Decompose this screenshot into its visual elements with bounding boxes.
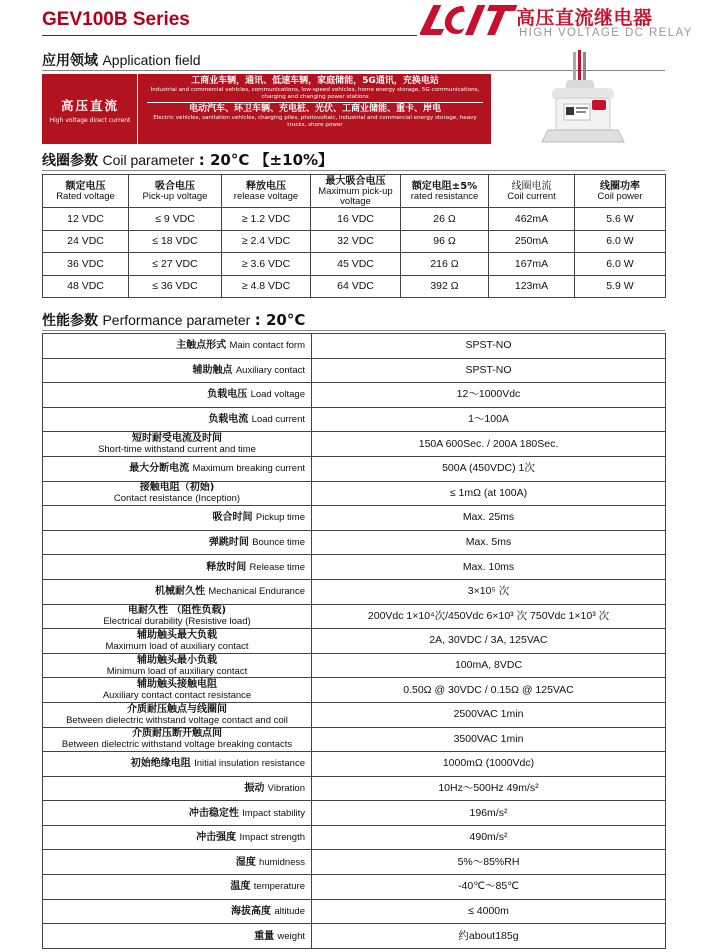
table-cell: 12 VDC: [43, 208, 129, 231]
parameter-label-cn: 重量: [254, 930, 275, 942]
table-cell: 24 VDC: [43, 230, 129, 253]
column-header-en: Rated voltage: [56, 190, 115, 202]
parameter-value: 200Vdc 1×10⁴次/450Vdc 6×10³ 次 750Vdc 1×10³ 次: [312, 604, 666, 629]
table-row: [43, 727, 666, 752]
parameter-label-cn: 初始绝缘电阻: [130, 758, 191, 770]
parameter-label-cn: 电耐久性 （阻性负载): [127, 605, 227, 617]
column-header-cn: 最大吸合电压: [325, 175, 386, 187]
parameter-value: 490m/s²: [312, 825, 666, 850]
table-row: [43, 358, 666, 383]
parameter-label: [43, 456, 312, 481]
parameter-label: [43, 801, 312, 826]
coil-heading: [42, 149, 333, 170]
parameter-value: 0.50Ω @ 30VDC / 0.15Ω @ 125VAC: [312, 678, 666, 703]
parameter-label: [43, 629, 312, 654]
parameter-label: [43, 702, 312, 727]
parameter-label: [43, 555, 312, 580]
table-row: [43, 653, 666, 678]
table-cell: 48 VDC: [43, 275, 129, 298]
table-row: [43, 899, 666, 924]
table-cell: 26 Ω: [401, 208, 489, 231]
parameter-label-cn: 释放时间: [206, 561, 247, 573]
performance-parameter-table: [42, 333, 666, 949]
parameter-value: Max. 5ms: [312, 530, 666, 555]
parameter-value: 2A, 30VDC / 3A, 125VAC: [312, 629, 666, 654]
parameter-label-cn: 辅助触头最大负载: [137, 629, 217, 641]
parameter-label-cn: 短时耐受电流及时间: [132, 433, 222, 445]
parameter-label-cn: 负载电流: [208, 414, 249, 426]
table-cell: 5.6 W: [575, 208, 666, 231]
parameter-value: Max. 10ms: [312, 555, 666, 580]
parameter-label-cn: 海拔高度: [231, 905, 272, 917]
coil-parameter-table: [42, 174, 666, 298]
performance-condition: : 20°C: [254, 311, 306, 329]
parameter-value: Max. 25ms: [312, 506, 666, 531]
parameter-label-cn: 温度: [230, 881, 251, 893]
table-header-row: [43, 175, 666, 208]
application-line1-en: Industrial and commercial vehicles, communications, low-speed vehicles, home energy storage, 5G communications, charging and changing power stations: [150, 87, 480, 100]
parameter-value: 100mA, 8VDC: [312, 653, 666, 678]
parameter-value: ≤ 4000m: [312, 899, 666, 924]
column-header: [222, 175, 311, 208]
table-row: [43, 924, 666, 949]
column-header-cn: 线圈电流: [511, 180, 552, 192]
parameter-label-cn: 吸合时间: [212, 512, 253, 524]
table-cell: 45 VDC: [311, 253, 401, 276]
table-row: [43, 875, 666, 900]
table-cell: 462mA: [489, 208, 575, 231]
column-header-en: Maximum pick-up voltage: [318, 185, 393, 207]
series-title: GEV100B Series: [42, 9, 190, 30]
table-cell: 5.9 W: [575, 275, 666, 298]
parameter-label-en: Contact resistance (Inception): [113, 493, 241, 505]
parameter-label-cn: 机械耐久性: [155, 586, 205, 598]
coil-heading-cn: 线圈参数: [42, 153, 98, 169]
table-cell: ≥ 2.4 VDC: [222, 230, 311, 253]
parameter-label-en: humidness: [259, 856, 305, 868]
parameter-label-cn: 振动: [244, 782, 265, 794]
column-header-cn: 线圈功率: [600, 180, 640, 192]
parameter-value: 500A (450VDC) 1次: [312, 456, 666, 481]
table-cell: 123mA: [489, 275, 575, 298]
table-row: [43, 432, 666, 457]
parameter-label-cn: 湿度: [235, 856, 256, 868]
parameter-label: [43, 481, 312, 506]
parameter-label-en: altitude: [274, 905, 305, 917]
parameter-label: [43, 506, 312, 531]
table-cell: 6.0 W: [575, 253, 666, 276]
table-cell: 16 VDC: [311, 208, 401, 231]
table-cell: 216 Ω: [401, 253, 489, 276]
parameter-label: [43, 825, 312, 850]
application-line1-cn: 工商业车辆，通讯、低速车辆，家庭储能，5G通讯，充换电站: [191, 76, 439, 86]
table-cell: ≤ 27 VDC: [129, 253, 222, 276]
table-cell: 250mA: [489, 230, 575, 253]
column-header: [575, 175, 666, 208]
parameter-label-en: Bounce time: [252, 537, 305, 549]
parameter-label: [43, 875, 312, 900]
column-header: [311, 175, 401, 208]
parameter-value: SPST-NO: [312, 358, 666, 383]
parameter-label-cn: 主触点形式: [176, 340, 227, 352]
table-cell: 64 VDC: [311, 275, 401, 298]
parameter-value: 12～1000Vdc: [312, 383, 666, 408]
column-header-en: Coil current: [507, 190, 556, 202]
parameter-value: 3500VAC 1min: [312, 727, 666, 752]
section-rule: [42, 330, 665, 331]
application-heading-cn: 应用领域: [42, 53, 98, 69]
application-divider: [147, 102, 483, 103]
table-row: [43, 456, 666, 481]
table-cell: 32 VDC: [311, 230, 401, 253]
parameter-value: 2500VAC 1min: [312, 702, 666, 727]
application-heading: [42, 50, 201, 70]
table-row: [43, 850, 666, 875]
header-rule: [42, 35, 417, 36]
application-line2-en: Electric vehicles, sanitation vehicles, charging piles, photovoltaic, industrial and commercial energy storage, heavy trucks, shore power: [153, 115, 477, 128]
column-header-cn: 额定电阻±5%: [411, 180, 478, 192]
table-cell: ≤ 18 VDC: [129, 230, 222, 253]
parameter-label: [43, 383, 312, 408]
table-row: [43, 752, 666, 777]
parameter-label-en: Impact strength: [239, 832, 305, 844]
application-list: [139, 74, 491, 144]
parameter-value: ≤ 1mΩ (at 100A): [312, 481, 666, 506]
parameter-label: [43, 924, 312, 949]
parameter-label-en: weight: [277, 930, 305, 942]
table-cell: ≥ 3.6 VDC: [222, 253, 311, 276]
section-rule: [42, 170, 665, 171]
parameter-label-cn: 负载电压: [207, 389, 248, 401]
parameter-label: [43, 727, 312, 752]
parameter-label: [43, 530, 312, 555]
parameter-label-cn: 接触电阻（初始): [139, 482, 215, 494]
column-header: [129, 175, 222, 208]
table-row: [43, 555, 666, 580]
parameter-value: 约about185g: [312, 924, 666, 949]
parameter-label: [43, 604, 312, 629]
column-header-cn: 吸合电压: [155, 180, 195, 192]
application-heading-en: Application field: [102, 52, 201, 68]
table-row: [43, 334, 666, 359]
column-header-en: rated resistance: [410, 190, 479, 202]
table-cell: 36 VDC: [43, 253, 129, 276]
parameter-label-en: Pickup time: [255, 512, 305, 524]
application-box: [42, 74, 491, 144]
table-row: [43, 702, 666, 727]
table-row: [43, 208, 666, 231]
table-row: [43, 407, 666, 432]
performance-heading-cn: 性能参数: [42, 313, 98, 329]
column-header-en: Coil power: [597, 190, 643, 202]
table-row: [43, 579, 666, 604]
table-row: [43, 776, 666, 801]
parameter-label-en: Main contact form: [229, 340, 305, 352]
parameter-label: [43, 358, 312, 383]
parameter-label-en: Initial insulation resistance: [194, 758, 305, 770]
table-cell: ≥ 1.2 VDC: [222, 208, 311, 231]
table-cell: ≤ 36 VDC: [129, 275, 222, 298]
parameter-label: [43, 334, 312, 359]
parameter-label-en: Maximum breaking current: [192, 463, 305, 475]
column-header-en: release voltage: [233, 190, 299, 202]
application-line2-cn: 电动汽车、环卫车辆、充电桩、光伏、工商业储能、重卡、岸电: [188, 104, 441, 114]
table-row: [43, 253, 666, 276]
parameter-label-en: Short-time withstand current and time: [98, 444, 256, 456]
brand-name-cn: 高压直流继电器: [516, 7, 653, 29]
parameter-label-en: Release time: [249, 561, 305, 573]
parameter-label: [43, 899, 312, 924]
parameter-label-cn: 介质耐压触点与线圈间: [127, 703, 227, 715]
parameter-label-en: Vibration: [267, 782, 305, 794]
table-row: [43, 801, 666, 826]
column-header: [43, 175, 129, 208]
parameter-label: [43, 776, 312, 801]
page-header: [0, 0, 709, 40]
parameter-label-cn: 弹跳时间: [208, 537, 249, 549]
table-row: [43, 825, 666, 850]
parameter-value: 3×10⁵ 次: [312, 579, 666, 604]
parameter-label-en: Load voltage: [250, 389, 305, 401]
parameter-value: 1000mΩ (1000Vdc): [312, 752, 666, 777]
relay-product-image: [530, 50, 640, 150]
parameter-label: [43, 752, 312, 777]
table-row: [43, 275, 666, 298]
parameter-label-cn: 介质耐压断开触点间: [132, 728, 222, 740]
parameter-label-en: Load current: [251, 414, 305, 426]
table-row: [43, 230, 666, 253]
column-header: [401, 175, 489, 208]
parameter-value: 10Hz～500Hz 49m/s²: [312, 776, 666, 801]
column-header-cn: 释放电压: [246, 180, 286, 192]
parameter-label-cn: 最大分断电流: [129, 463, 190, 475]
table-row: [43, 506, 666, 531]
parameter-label-cn: 冲击稳定性: [188, 807, 239, 819]
parameter-label-en: Between dielectric withstand voltage contact and coil: [66, 714, 288, 726]
table-row: [43, 678, 666, 703]
table-cell: ≤ 9 VDC: [129, 208, 222, 231]
parameter-value: 196m/s²: [312, 801, 666, 826]
application-category-en: High voltage direct current: [49, 117, 131, 124]
parameter-value: -40℃～85℃: [312, 875, 666, 900]
parameter-label-en: Between dielectric withstand voltage breaking contacts: [61, 739, 293, 751]
table-row: [43, 383, 666, 408]
table-cell: 96 Ω: [401, 230, 489, 253]
parameter-label-en: temperature: [253, 881, 305, 893]
parameter-label-en: Impact stability: [242, 807, 305, 819]
table-cell: 6.0 W: [575, 230, 666, 253]
parameter-label-cn: 辅助触头最小负载: [137, 654, 217, 666]
parameter-label: [43, 678, 312, 703]
table-cell: 167mA: [489, 253, 575, 276]
table-row: [43, 629, 666, 654]
parameter-value: SPST-NO: [312, 334, 666, 359]
parameter-label-en: Auxiliary contact: [235, 364, 305, 376]
parameter-label-en: Mechanical Endurance: [208, 586, 305, 598]
parameter-label: [43, 432, 312, 457]
parameter-label-en: Maximum load of auxiliary contact: [105, 640, 249, 652]
parameter-label: [43, 407, 312, 432]
parameter-label-cn: 辅助触点: [192, 364, 233, 376]
column-header: [489, 175, 575, 208]
column-header-en: Pick-up voltage: [142, 190, 208, 202]
parameter-label-cn: 辅助触头接触电阻: [137, 679, 217, 691]
parameter-label-cn: 冲击强度: [196, 832, 237, 844]
column-header-cn: 额定电压: [65, 180, 106, 192]
lcit-logo: [420, 2, 520, 38]
parameter-label-en: Auxiliary contact contact resistance: [102, 690, 252, 702]
coil-heading-en: Coil parameter: [102, 152, 195, 168]
performance-heading-en: Performance parameter: [102, 312, 251, 328]
parameter-value: 150A 600Sec. / 200A 180Sec.: [312, 432, 666, 457]
parameter-value: 1～100A: [312, 407, 666, 432]
brand-name-en: HIGH VOLTAGE DC RELAY: [519, 27, 693, 39]
parameter-label: [43, 579, 312, 604]
parameter-label-en: Minimum load of auxiliary contact: [106, 665, 248, 677]
parameter-label: [43, 653, 312, 678]
application-category: [42, 74, 138, 144]
application-category-cn: 高压直流: [60, 98, 119, 113]
parameter-label-en: Electrical durability (Resistive load): [103, 616, 251, 628]
parameter-label: [43, 850, 312, 875]
parameter-value: 5%～85%RH: [312, 850, 666, 875]
table-row: [43, 530, 666, 555]
table-cell: 392 Ω: [401, 275, 489, 298]
table-row: [43, 481, 666, 506]
table-cell: ≥ 4.8 VDC: [222, 275, 311, 298]
table-row: [43, 604, 666, 629]
coil-condition: : 20°C 【±10%】: [198, 151, 334, 169]
performance-heading: [42, 310, 305, 330]
